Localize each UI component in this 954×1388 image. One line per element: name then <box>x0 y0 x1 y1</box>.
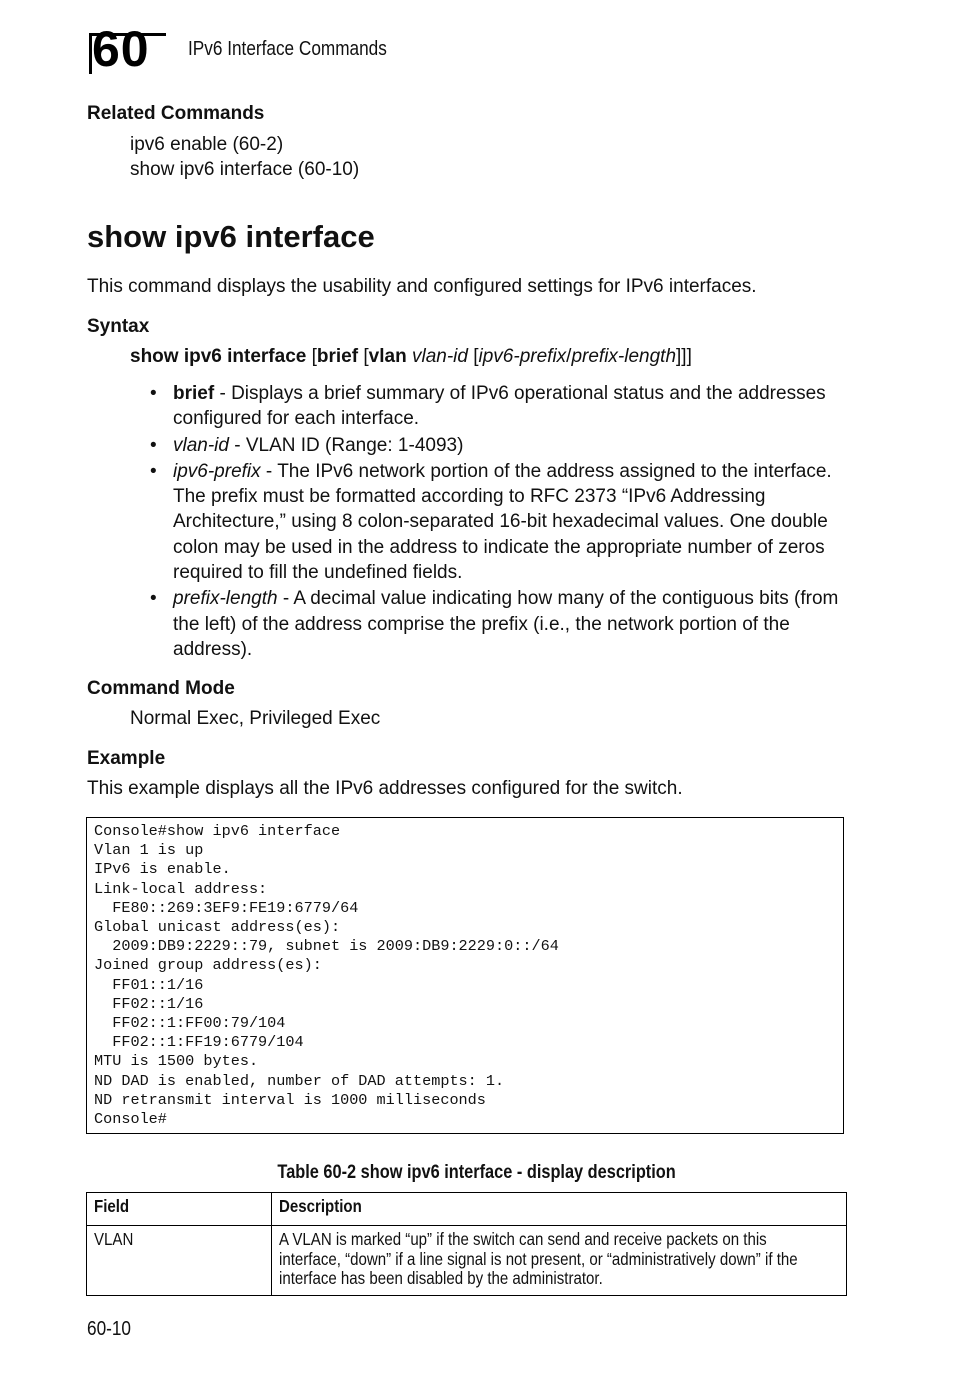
page-number: 60-10 <box>87 1318 131 1340</box>
description-table <box>86 1192 847 1296</box>
table-cell-field <box>87 1226 272 1296</box>
syntax-bracket: [ <box>306 346 317 367</box>
bullet-icon: • <box>150 434 157 456</box>
running-title: IPv6 Interface Commands <box>188 38 387 60</box>
syntax-command: show ipv6 interface <box>130 346 307 367</box>
parameter-term: brief <box>173 383 215 404</box>
parameter-description: - Displays a brief summary of IPv6 operational status and the addresses configured for each interface. <box>173 383 826 430</box>
bullet-icon: • <box>150 460 157 482</box>
syntax-slash: / <box>566 346 572 367</box>
parameter-term: vlan-id <box>173 434 229 456</box>
parameter-ipv6-prefix <box>150 459 850 585</box>
section-title: show ipv6 interface <box>87 219 375 254</box>
syntax-bracket: ]]] <box>676 346 692 367</box>
parameter-description: - VLAN ID (Range: 1-4093) <box>228 434 464 456</box>
console-output-box <box>86 817 844 1134</box>
table-header-row <box>87 1193 847 1226</box>
header-label: Field <box>94 1196 130 1216</box>
description-line: interface has been disabled by the administrator. <box>279 1268 603 1288</box>
syntax-param-length: prefix-length <box>571 346 677 367</box>
bullet-icon: • <box>150 588 157 610</box>
parameter-description: - The IPv6 network portion of the address assigned to the interface. The prefix must be formatted according to RFC 2373 “IPv6 Addressing Architecture,” using 8 colon-separated 16-bit hexadecimal values. One double colon may be used in the address to indicate the appropriate number of zeros required to fill the undefined fields. <box>173 460 832 584</box>
parameter-term: ipv6-prefix <box>173 460 261 482</box>
table-cell-description <box>272 1226 847 1296</box>
table-header-description <box>272 1193 847 1226</box>
example-heading: Example <box>87 748 166 769</box>
field-value: VLAN <box>94 1229 134 1249</box>
console-output: Console#show ipv6 interface Vlan 1 is up IPv6 is enable. Link-local address: FE80::269:3EF9:FE19:6779/64 Global unicast address(es): 2009:DB9:2229::79, subnet is 2009:DB9:2229:0::/64 Joined group address(es): FF01::1/16 FF02::1/16 FF02::1:FF00:79/104 FF02::1:FF19:6779/104 MTU is 1500 bytes. ND DAD is enabled, number of DAD attempts: 1. ND retransmit interval is 1000 milliseconds Console# <box>94 822 559 1129</box>
parameter-list <box>150 381 850 663</box>
parameter-prefix-length <box>150 586 850 662</box>
parameter-vlan-id <box>150 433 850 458</box>
command-mode-text: Normal Exec, Privileged Exec <box>130 708 381 729</box>
syntax-param-prefix: ipv6-prefix <box>478 346 567 367</box>
chapter-number: 60 <box>92 21 150 77</box>
syntax-bracket: [ <box>467 346 479 367</box>
parameter-description: - A decimal value indicating how many of the contiguous bits (from the left) of the address comprise the prefix (i.e., the network portion of the address). <box>173 588 839 660</box>
syntax-keyword-vlan: vlan <box>368 346 407 367</box>
header-label: Description <box>279 1196 362 1216</box>
table-caption-text: Table 60-2 show ipv6 interface - display description <box>277 1162 677 1183</box>
related-command-item: show ipv6 interface (60-10) <box>130 159 360 180</box>
section-intro: This command displays the usability and configured settings for IPv6 interfaces. <box>87 276 757 297</box>
table-caption <box>0 1162 954 1184</box>
related-command-item: ipv6 enable (60-2) <box>130 134 284 155</box>
syntax-keyword-brief: brief <box>316 346 359 367</box>
syntax-bracket: [ <box>358 346 369 367</box>
related-commands-heading: Related Commands <box>87 103 265 124</box>
description-line: A VLAN is marked “up” if the switch can send and receive packets on this <box>279 1229 767 1249</box>
syntax-param-vlan-id: vlan-id <box>411 346 468 367</box>
command-mode-heading: Command Mode <box>87 678 235 699</box>
table-header-field <box>87 1193 272 1226</box>
example-text: This example displays all the IPv6 addresses configured for the switch. <box>87 778 683 799</box>
parameter-brief <box>150 381 850 432</box>
description-line: interface, “down” if a line signal is not present, or “administratively down” if the <box>279 1248 798 1269</box>
bullet-icon: • <box>150 383 157 404</box>
syntax-line <box>130 346 692 368</box>
table-row <box>87 1226 847 1296</box>
syntax-heading: Syntax <box>87 316 150 337</box>
parameter-term: prefix-length <box>173 588 278 610</box>
